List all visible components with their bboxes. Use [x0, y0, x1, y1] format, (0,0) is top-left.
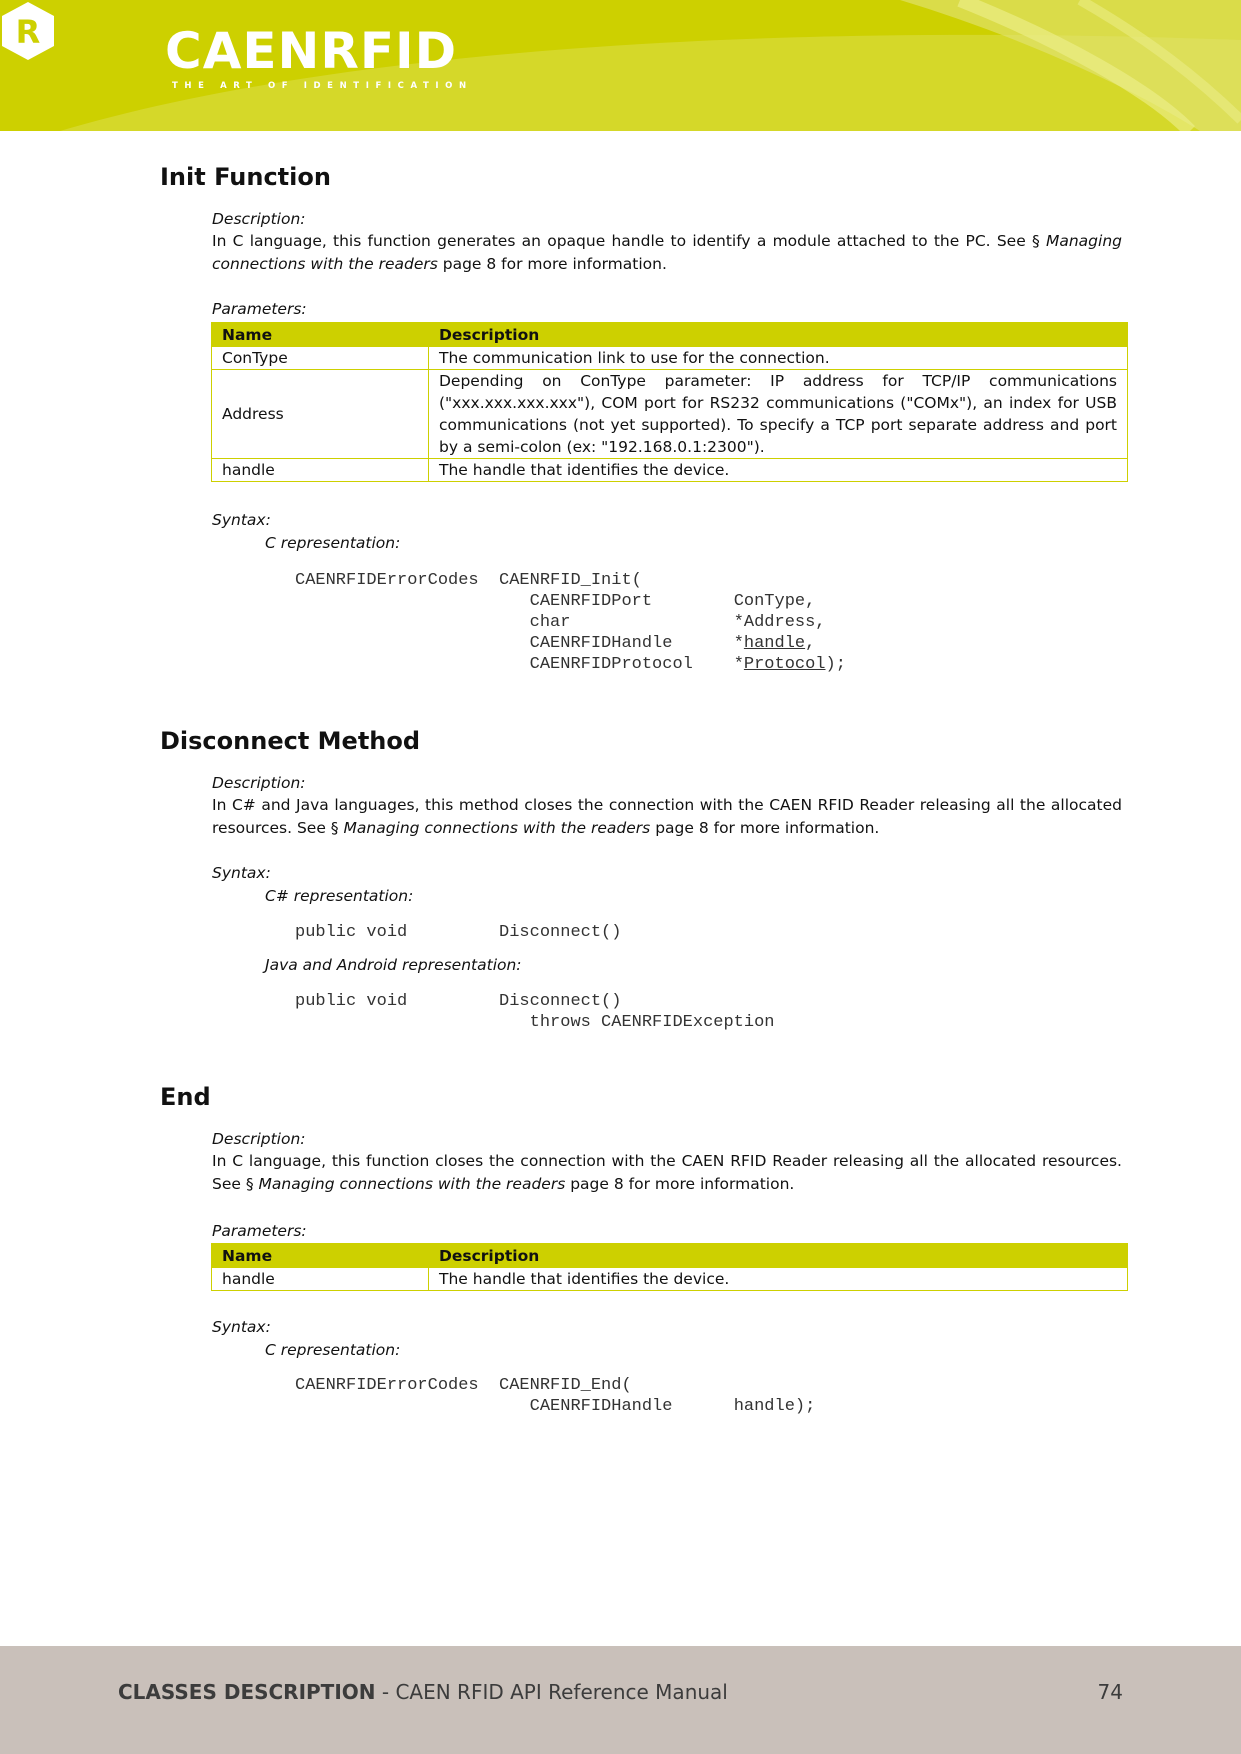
code-arg-name: ConType,: [733, 592, 816, 611]
code-arg-type: CAENRFIDHandle: [529, 1397, 673, 1416]
code-throws-row: [295, 1013, 774, 1032]
init-description-label: Description:: [212, 210, 306, 228]
disconnect-description-label: Description:: [212, 774, 306, 792]
code-arg-row: [295, 613, 826, 632]
header-banner: [0, 0, 1241, 131]
col-header-name: Name: [212, 1244, 429, 1268]
code-arg-type: CAENRFIDPort: [529, 592, 653, 611]
end-desc-post: page 8 for more information.: [570, 1175, 795, 1193]
footer-manual: CAEN RFID API Reference Manual: [395, 1680, 728, 1704]
code-arg-name: handle);: [733, 1397, 816, 1416]
end-code-block: [295, 1375, 815, 1417]
code-line: throws CAENRFIDException: [529, 1013, 775, 1032]
param-desc: The communication link to use for the connection.: [429, 347, 1128, 370]
table-row: [212, 459, 1128, 482]
caenrfid-logo-icon: [0, 0, 56, 62]
param-name: ConType: [212, 347, 429, 370]
col-header-name: Name: [212, 323, 429, 347]
init-syntax-label: Syntax:: [212, 511, 271, 529]
code-arg-link[interactable]: Protocol: [743, 655, 826, 674]
param-desc: Depending on ConType parameter: IP address for TCP/IP communications ("xxx.xxx.xxx.xxx"), COM port for RS232 communications ("COMx"), an index for USB communications (not yet supported). To specify a TCP port separate address and port by a semi-colon (ex: "192.168.0.1:2300").: [429, 370, 1128, 459]
init-parameters-table: [211, 322, 1128, 482]
page-footer: [0, 1646, 1241, 1754]
init-desc-link: Managing connections with the readers: [212, 232, 1122, 273]
table-header-row: [212, 323, 1128, 347]
init-c-repr-label: C representation:: [265, 534, 401, 552]
code-arg-prefix: *: [733, 655, 744, 674]
footer-section: CLASSES DESCRIPTION: [118, 1680, 376, 1704]
end-description: [212, 1150, 1122, 1196]
code-arg-suffix: ,: [805, 634, 816, 653]
code-arg-row: [295, 1397, 815, 1416]
code-arg-name: *Address,: [733, 613, 826, 632]
disconnect-java-code: [295, 991, 774, 1033]
section-title-disconnect: Disconnect Method: [160, 727, 421, 755]
disconnect-cs-code: public void Disconnect(): [295, 923, 622, 942]
end-c-repr-label: C representation:: [265, 1341, 401, 1359]
disconnect-cs-repr-label: C# representation:: [265, 887, 414, 905]
svg-text:R: R: [15, 13, 41, 51]
disconnect-description: [212, 794, 1122, 840]
section-title-end: End: [160, 1083, 211, 1111]
code-arg-link[interactable]: handle: [743, 634, 806, 653]
end-description-label: Description:: [212, 1130, 306, 1148]
disconnect-desc-text: In C# and Java languages, this method closes the connection with the CAEN RFID Reader releasing all the allocated resources. See §: [212, 796, 1122, 837]
disconnect-syntax-label: Syntax:: [212, 864, 271, 882]
section-title-init: Init Function: [160, 163, 331, 191]
disconnect-java-repr-label: Java and Android representation:: [265, 956, 522, 974]
col-header-description: Description: [429, 1244, 1128, 1268]
code-arg-row: [295, 592, 815, 611]
code-arg-row: [295, 655, 846, 674]
end-desc-text: In C language, this function closes the connection with the CAEN RFID Reader releasing all the allocated resources. See §: [212, 1152, 1122, 1193]
end-parameters-label: Parameters:: [212, 1222, 307, 1240]
code-arg-type: CAENRFIDProtocol: [529, 655, 693, 674]
param-desc: The handle that identifies the device.: [429, 459, 1128, 482]
init-desc-post: page 8 for more information.: [442, 255, 667, 273]
table-header-row: [212, 1244, 1128, 1268]
end-desc-link: Managing connections with the readers: [258, 1175, 566, 1193]
param-name: handle: [212, 1268, 429, 1291]
end-syntax-label: Syntax:: [212, 1318, 271, 1336]
brand-name: CAENRFID: [165, 22, 458, 80]
init-description: [212, 230, 1122, 276]
code-line: CAENRFIDErrorCodes CAENRFID_Init(: [295, 571, 642, 590]
brand-tagline: THE ART OF IDENTIFICATION: [172, 81, 473, 91]
footer-separator: -: [375, 1680, 396, 1704]
table-row: [212, 1268, 1128, 1291]
code-arg-type: CAENRFIDHandle: [529, 634, 673, 653]
param-name: handle: [212, 459, 429, 482]
table-row: [212, 370, 1128, 459]
end-parameters-table: [211, 1243, 1128, 1291]
init-desc-text: In C language, this function generates an opaque handle to identify a module attached to the PC. See §: [212, 232, 1040, 250]
code-line: CAENRFIDErrorCodes CAENRFID_End(: [295, 1376, 632, 1395]
code-line: public void Disconnect(): [295, 992, 622, 1011]
table-row: [212, 347, 1128, 370]
param-name: Address: [212, 370, 429, 459]
disconnect-desc-post: page 8 for more information.: [655, 819, 880, 837]
col-header-description: Description: [429, 323, 1128, 347]
param-desc: The handle that identifies the device.: [429, 1268, 1128, 1291]
code-arg-prefix: *: [733, 634, 744, 653]
init-parameters-label: Parameters:: [212, 300, 307, 318]
init-code-block: [295, 570, 846, 675]
code-arg-row: [295, 634, 815, 653]
code-arg-type: char: [529, 613, 571, 632]
code-arg-suffix: );: [825, 655, 846, 674]
footer-title: [118, 1680, 728, 1704]
page-number: 74: [1097, 1680, 1123, 1704]
disconnect-desc-link: Managing connections with the readers: [343, 819, 651, 837]
